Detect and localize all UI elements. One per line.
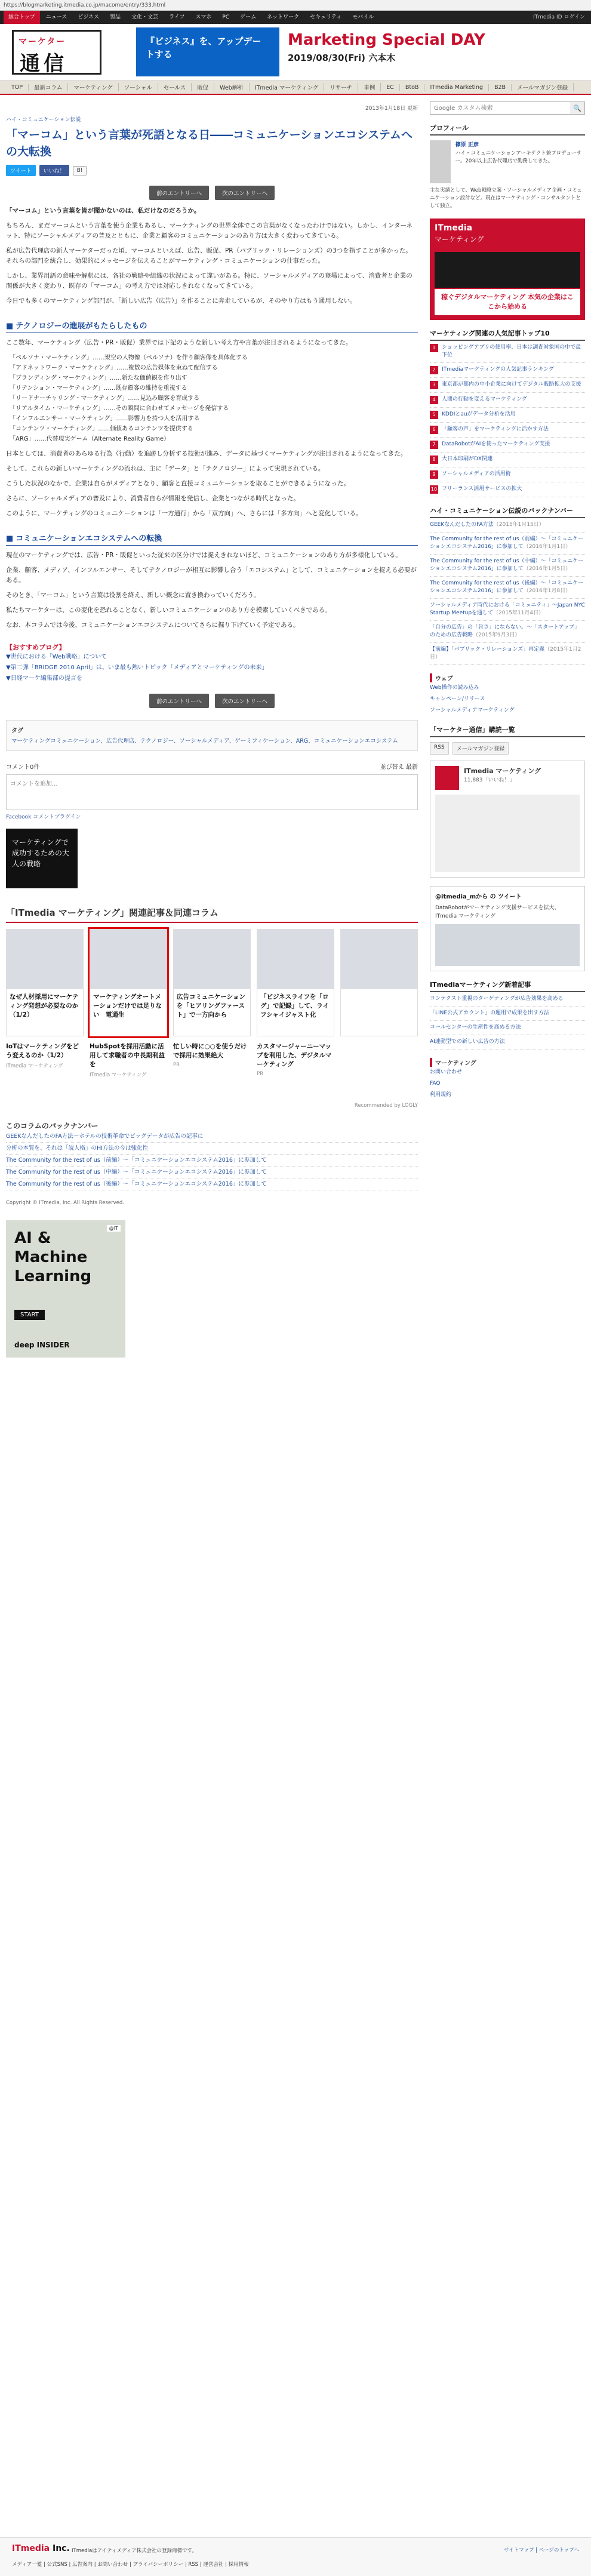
- subscribe-heading: 「マーケター通信」購読一覧: [430, 725, 585, 737]
- paragraph: 企業、顧客、メディア、インフルエンサー、そしてテクノロジーが相互に影響し合う「エコシステム」として、コミュニケーションを捉える必要がある。: [6, 567, 417, 584]
- comment-header: [6, 762, 418, 771]
- paragraph: そのとき、「マーコム」という言葉は役割を終え、新しい概念に置き換わっていくだろう。: [6, 592, 260, 599]
- ad-title: AI & Machine Learning: [14, 1229, 92, 1285]
- paragraph: しかし、業界用語の意味や解釈には、各社の戦略や組織の状況によって違いがある。特に、ソーシャルメディアの登場によって、消費者と企業の関係が大きく変わり、既存の「マーコム」の考え方では対応しきれなくなってきている。: [6, 272, 413, 290]
- facebook-page-name[interactable]: ITmedia マーケティング: [464, 767, 541, 775]
- share-bar: [6, 165, 418, 176]
- banner-title: Marketing Special DAY: [288, 31, 485, 49]
- footer-company: ITmediaはアイティメディア株式会社の登録商標です。: [72, 2548, 197, 2554]
- related-text-card[interactable]: [6, 1042, 84, 1099]
- related-articles: [6, 906, 418, 1109]
- global-nav-item[interactable]: スマホ: [195, 14, 212, 20]
- blog-item[interactable]: [430, 518, 585, 533]
- blog-item-date: （2015年9月3日）: [473, 632, 521, 638]
- hatena-button[interactable]: B!: [73, 166, 87, 176]
- blog-item[interactable]: [430, 533, 585, 555]
- paragraph: 私が広告代理店の新人マーケターだった頃、マーコムといえば、広告、販促、PR（パブリック・リレーションズ）の3つを指すことが多かった。それらの部門を統合し、効果的にメッセージを伝えることがマーケティング・コミュニケーションの仕事だった。: [6, 247, 412, 264]
- category-nav-item[interactable]: ITmedia マーケティング: [250, 83, 325, 91]
- article-date: 2013年1月18日 更新: [365, 106, 418, 112]
- rank-title: 東京都が都内の中小企業に向けてデジタル販路拡大の支援: [442, 381, 581, 387]
- rank-number: 7: [430, 441, 438, 449]
- related-text-card[interactable]: [257, 1042, 334, 1099]
- sidebar-link[interactable]: FAQ: [430, 1081, 441, 1087]
- card-title: 忙しい時に○○を使うだけで採用に効果絶大: [173, 1043, 247, 1059]
- search-icon[interactable]: 🔍: [570, 102, 584, 114]
- rank-number: 6: [430, 426, 438, 434]
- blog-item[interactable]: [430, 555, 585, 577]
- logo-top-text: マーケター: [19, 37, 66, 47]
- ad-logo: deep INSIDER: [14, 1341, 70, 1349]
- tag-box: [6, 720, 418, 751]
- paragraph: なお、本コラムでは今後、コミュニケーションエコシステムについてさらに掘り下げていく予定である。: [6, 621, 300, 629]
- entry-pager-top: [6, 186, 418, 200]
- category-nav: [0, 81, 591, 95]
- back-number-item[interactable]: The Community for the rest of us（後編）〜「コミュニケーションエコシステム2016」に参加して: [6, 1178, 418, 1190]
- ai-ml-ad[interactable]: [6, 1220, 125, 1358]
- category-nav-item[interactable]: メールマガジン登録: [512, 83, 574, 91]
- itmedia-marketing-ad[interactable]: [430, 218, 585, 320]
- paragraph: 今日でも多くのマーケティング部門が、「新しい広告（広告）」を作ることに奔走しているが、そのやり方はもう通用しない。: [6, 297, 356, 304]
- category-nav-item[interactable]: マーケティング: [68, 83, 118, 91]
- card-title: マーケティングオートメーションだけでは足りない 電通生: [93, 993, 162, 1018]
- card-source: PR: [257, 1071, 264, 1077]
- ad-start-button[interactable]: START: [14, 1310, 45, 1320]
- rank-number: 2: [430, 366, 438, 374]
- prev-entry-button[interactable]: 前のエントリーへ: [149, 694, 209, 708]
- site-footer: [0, 2537, 591, 2576]
- category-nav-item[interactable]: ソーシャル: [119, 83, 158, 91]
- list-item: 「リードナーチャリング・マーケティング」……見込み顧客を育成する: [10, 395, 200, 402]
- rank-number: 1: [430, 344, 438, 352]
- card-thumbnail: [90, 930, 167, 989]
- related-heading: 「ITmedia マーケティング」関連記事＆同連コラム: [6, 906, 418, 923]
- blog-item[interactable]: [430, 643, 585, 665]
- article-lead: 「マーコム」という言葉を皆が聞かないのは、私だけなのだろうか。: [6, 207, 201, 214]
- ranking-item[interactable]: [430, 423, 585, 438]
- category-nav-item[interactable]: リサーチ: [324, 83, 358, 91]
- site-header: [0, 24, 591, 81]
- ad-mark: @IT: [107, 1225, 121, 1232]
- ranking-item[interactable]: [430, 438, 585, 453]
- blog-item[interactable]: [430, 577, 585, 599]
- related-card[interactable]: [257, 929, 334, 1036]
- web-link[interactable]: Web操作の読み込み: [430, 685, 479, 691]
- paragraph: 私たちマーケターは、この変化を恐れることなく、新しいコミュニケーションのあり方を模索していくべきである。: [6, 607, 331, 614]
- rank-title: ショッピングアプリの使用率、日本は調査対象国の中で最下位: [442, 344, 581, 358]
- ranking-item[interactable]: [430, 341, 585, 363]
- footer-links[interactable]: メディア一覧 | 公式SNS | 広告案内 | お問い合わせ | プライバシーポリシー | RSS | 運営会社 | 採用情報: [12, 2562, 249, 2568]
- related-card[interactable]: [6, 929, 84, 1036]
- ranking-item[interactable]: [430, 378, 585, 393]
- facebook-plugin-label: Facebook コメントプラグイン: [6, 814, 81, 820]
- paragraph: さらに、ソーシャルメディアの普及により、消費者自らが情報を発信し、企業とつながる時代となった。: [6, 495, 300, 502]
- back-number-item[interactable]: 分析の本質を、それは「読人格」のHI方法の今は強化性: [6, 1143, 418, 1155]
- sidebar: [430, 101, 585, 1101]
- ranking-list: [430, 341, 585, 497]
- related-card[interactable]: [173, 929, 251, 1036]
- blog-item-title: 「自分の広告」の「旨さ」にならない。〜「スタートアップ」のための広告戦略: [430, 624, 580, 638]
- related-text-card[interactable]: [173, 1042, 251, 1099]
- card-source: ITmedia マーケティング: [90, 1072, 147, 1078]
- banner-date: 2019/08/30(Fri) 六本木: [288, 53, 396, 63]
- comment-sort-select[interactable]: 並び替え 最新: [380, 764, 418, 771]
- list-item: 「リアルタイム・マーケティング」……その瞬間に合わせてメッセージを発信する: [10, 405, 229, 412]
- category-nav-item[interactable]: セールス: [158, 83, 192, 91]
- rss-button[interactable]: RSS: [430, 742, 449, 755]
- card-thumbnail: [257, 930, 334, 989]
- facebook-widget: [430, 761, 585, 878]
- card-title: 「ビジネスライフを「ログ」で記録」して、ライフシャイジャスト化: [260, 993, 329, 1018]
- footer-brand: ITmedia: [12, 2544, 50, 2553]
- profile-card: [430, 140, 585, 183]
- next-entry-button[interactable]: 次のエントリーへ: [215, 186, 275, 200]
- recommended-link[interactable]: ▼世代における「Web戦略」について: [6, 654, 107, 660]
- tag-heading: タグ: [11, 728, 23, 734]
- blog-item-date: （2016年1月5日）: [523, 566, 571, 572]
- global-nav-item[interactable]: ゲーム: [240, 14, 257, 20]
- blog-item-date: （2016年1月8日）: [523, 588, 571, 594]
- rank-title: KDDIとauがデータ分析を活用: [442, 411, 516, 417]
- blog-item-title: GEEKなんだしたのFA方法: [430, 522, 494, 528]
- section-heading: ■ コミュニケーションエコシステムへの転換: [6, 532, 418, 546]
- rank-title: DataRobotがAIを使ったマーケティング支援: [442, 441, 550, 447]
- card-source: PR: [173, 1062, 180, 1068]
- related-card-empty: [340, 929, 418, 1036]
- page-top-link[interactable]: サイトマップ | ページのトップへ: [504, 2547, 579, 2553]
- card-thumbnail: [341, 930, 417, 989]
- global-nav-item[interactable]: セキュリティ: [310, 14, 342, 20]
- header-banner-ad[interactable]: [136, 27, 578, 76]
- global-nav-item[interactable]: モバイル: [352, 14, 374, 20]
- rank-number: 8: [430, 456, 438, 464]
- tweet-text: DataRobotがマーケティング支援サービスを拡大、ITmedia マーケティング: [435, 905, 560, 919]
- new-articles-heading: ITmediaマーケティング新着記事: [430, 980, 585, 992]
- global-nav-item[interactable]: PC: [222, 14, 230, 20]
- global-nav-item[interactable]: 総合トップ: [4, 11, 40, 24]
- recommended-link[interactable]: ▼日経マーケ編集部の提言を: [6, 675, 82, 682]
- global-nav-item[interactable]: 製品: [110, 14, 121, 20]
- article-title: 「マーコム」という言葉が死語となる日――コミュニケーションエコシステムへの大転換: [6, 128, 413, 158]
- blog-item-title: 【前編】「パブリック・リレーションズ」再定義: [430, 647, 545, 653]
- category-nav-item[interactable]: 最新コラム: [29, 83, 68, 91]
- ranking-item[interactable]: [430, 467, 585, 482]
- new-article-item[interactable]: AI連動型での新しい広告の方法: [430, 1035, 585, 1050]
- site-search: [430, 101, 585, 115]
- blog-item[interactable]: [430, 621, 585, 643]
- rank-number: 4: [430, 396, 438, 404]
- category-nav-item[interactable]: Web解析: [214, 83, 250, 91]
- entry-pager-bottom: [6, 694, 418, 708]
- twitter-heading[interactable]: @itmedia_mから の ツイート: [435, 894, 522, 900]
- main-column: [6, 101, 418, 1358]
- next-entry-button[interactable]: 次のエントリーへ: [215, 694, 275, 708]
- list-item: 「コンテンツ・マーケティング」……価値あるコンテンツを提供する: [10, 426, 193, 432]
- section-heading: ■ テクノロジーの進展がもたらしたもの: [6, 319, 418, 333]
- comment-count: コメント0件: [6, 764, 40, 771]
- blog-item-title: The Community for the rest of us（後編）〜「コミュニケーションエコシステム2016」に参加して: [430, 580, 584, 594]
- rank-number: 9: [430, 470, 438, 479]
- term-list: [10, 353, 418, 444]
- list-item: 「ペルソナ・マーケティング」……架空の人物像（ペルソナ）を作り顧客像を具体化する: [10, 355, 248, 361]
- logo-main-text: 通信: [20, 52, 67, 76]
- category-nav-item[interactable]: ITmedia Marketing: [424, 84, 489, 91]
- card-thumbnail: [7, 930, 83, 989]
- footer-logo[interactable]: [12, 2544, 70, 2553]
- related-grid: [6, 929, 418, 1036]
- ranking-item[interactable]: [430, 453, 585, 467]
- global-nav-item[interactable]: ビジネス: [78, 14, 100, 20]
- global-nav-item[interactable]: ネットワーク: [267, 14, 300, 20]
- category-nav-item[interactable]: 事例: [358, 83, 381, 91]
- web-link[interactable]: ソーシャルメディアマーケティング: [430, 707, 515, 713]
- rank-title: ソーシャルメディアの活用術: [442, 471, 511, 477]
- rank-number: 5: [430, 411, 438, 419]
- prev-entry-button[interactable]: 前のエントリーへ: [149, 186, 209, 200]
- site-logo[interactable]: [12, 30, 101, 75]
- twitter-widget: [430, 886, 585, 971]
- ranking-heading: マーケティング関連の人気記事トップ10: [430, 328, 585, 341]
- profile-desc: ハイ・コミュニケーションアーキテクト兼プロデューサー。20年以上広告代理店で勤務してきた。: [455, 150, 581, 164]
- list-item: 「ブランディング・マーケティング」……新たな価値観を作り出す: [10, 375, 187, 381]
- banner-right: [279, 27, 578, 76]
- comment-section: [6, 762, 418, 820]
- comment-input[interactable]: [6, 774, 418, 810]
- related-grid-row2: [6, 1042, 418, 1099]
- login-link[interactable]: ITmedia ID ログイン: [532, 14, 585, 20]
- ranking-item[interactable]: [430, 393, 585, 408]
- blog-item-title: ソーシャルメディア時代における「コミュニティ」〜Japan NYC Startup Meetupを通して: [430, 602, 585, 616]
- card-thumbnail: [174, 930, 250, 989]
- global-nav: [0, 11, 591, 24]
- paragraph: 現在のマーケティングでは、広告・PR・販促といった従来の区分けでは捉えきれないほど、コミュニケーションのあり方が多様化している。: [6, 552, 402, 559]
- recommended-link[interactable]: ▼第二弾「BRIDGE 2010 April」は、いま最も熱いトピック「メディアとマーケティングの未来」: [6, 664, 268, 671]
- rank-number: 3: [430, 381, 438, 389]
- back-number-title: このコラムのパックナンバー: [6, 1122, 98, 1130]
- back-number-list: [6, 1121, 418, 1206]
- search-input[interactable]: [430, 102, 570, 114]
- recommended-blogs: [6, 642, 418, 684]
- global-nav-item[interactable]: ライフ: [169, 14, 185, 20]
- tag-list[interactable]: マーケティングコミュニケーション、広告代理店、テクノロジー、ソーシャルメディア、ゲーミフィケーション、ARG、コミュニケーションエコシステム: [11, 738, 398, 744]
- paragraph: もちろん、まだマーコムという言葉を使う企業もあるし、マーケティングの世界全体でこの言葉がなくなったわけではない。しかし、インターネット、特にソーシャルメディアの普及とともに、企業と顧客のコミュニケーションのあり方は大きく変わってきている。: [6, 222, 413, 239]
- mail-button[interactable]: メールマガジン登録: [453, 742, 509, 755]
- banner-left-copy: 『ビジネス』を、アップデートする: [136, 27, 279, 76]
- profile-full: 主な実績として、Web戦略立案・ソーシャルメディア企画・コミュニケーション設計など。現在はマーケティング・コンサルタントとして独立。: [430, 187, 582, 209]
- category-nav-item[interactable]: EC: [381, 84, 400, 91]
- blog-backnumber-heading: ハイ・コミュニケーション伝説のバックナンバー: [430, 506, 585, 518]
- powered-by: Recommended by LOGLY: [354, 1103, 418, 1109]
- paragraph: 日本としては、消費者のあらゆる行為（行動）を追跡し分析する技術が進み、データに基づくマーケティングが注目されるようになってきた。: [6, 450, 407, 457]
- card-title: なぜ人材採用にマーケティング発想が必要なのか（1/2）: [10, 993, 79, 1018]
- sidebar-links: [430, 1067, 585, 1101]
- ad-brand-sub: マーケティング: [435, 235, 484, 244]
- ad-image: [435, 252, 580, 288]
- paragraph: こうした状況のなかで、企業は自らがメディアとなり、顧客と直接コミュニケーションを取ることができるようになった。: [6, 480, 350, 487]
- back-number-item[interactable]: GEEKなんだしたのFA方法〜ホテルの技術革命でビッグデータが広告の記事に: [6, 1131, 418, 1143]
- paragraph: このように、マーケティングのコミュニケーションは「一方通行」から「双方向」へ、さらには「多方向」へと変化している。: [6, 510, 362, 517]
- recommended-title: 【おすすめブログ】: [6, 644, 66, 651]
- web-heading: ウェブ: [430, 673, 585, 682]
- rank-title: 人間の行動を変えるマーケティング: [442, 396, 527, 402]
- new-article-item[interactable]: コンテクスト重視のターゲティングが広告効果を高める: [430, 992, 585, 1007]
- breadcrumb[interactable]: ハイ・コミュニケーション伝説: [6, 117, 81, 123]
- footer-brand-suffix: Inc.: [52, 2544, 70, 2553]
- list-item: 「インフルエンサー・マーケティング」……影響力を持つ人を活用する: [10, 416, 200, 422]
- back-number-item[interactable]: The Community for the rest of us（中編）〜「コミュニケーションエコシステム2016」に参加して: [6, 1167, 418, 1178]
- list-item: 「アドネットワーク・マーケティング」……複数の広告媒体を束ねて配信する: [10, 365, 218, 371]
- ranking-item[interactable]: [430, 482, 585, 497]
- blog-item-date: （2016年1月1日）: [523, 544, 571, 550]
- copyright: Copyright © ITmedia, Inc. All Rights Reserved.: [6, 1200, 125, 1206]
- facebook-cover: [435, 795, 580, 872]
- sidebar-link[interactable]: お問い合わせ: [430, 1069, 463, 1075]
- ad-brand: ITmedia: [435, 223, 473, 233]
- new-articles-list: [430, 992, 585, 1050]
- profile-name[interactable]: 篠原 正彦: [455, 142, 479, 148]
- facebook-like-count: 11,883「いいね！」: [464, 777, 515, 783]
- footer-links-heading: マーケティング: [430, 1058, 585, 1067]
- category-nav-item[interactable]: TOP: [6, 84, 29, 91]
- like-button[interactable]: いいね！: [39, 165, 69, 176]
- tweet-image: [435, 924, 580, 966]
- category-nav-item[interactable]: BtoB: [400, 84, 425, 91]
- back-number-item[interactable]: The Community for the rest of us（前編）〜「コミュニケーションエコシステム2016」に参加して: [6, 1155, 418, 1167]
- ad-copy: 稼ぐデジタルマーケティング 本気の企業はここから始める: [435, 289, 580, 315]
- browser-url-bar[interactable]: https://blogmarketing.itmedia.co.jp/macome/entry/333.html: [0, 0, 591, 11]
- blog-item-date: （2015年1月2日）: [430, 647, 581, 660]
- global-nav-item[interactable]: 文化・文芸: [131, 14, 159, 20]
- list-item: 「リテンション・マーケティング」……既存顧客の維持を重視する: [10, 385, 187, 392]
- web-link[interactable]: キャンペーン/リリース: [430, 696, 485, 702]
- blog-item[interactable]: [430, 599, 585, 621]
- tweet-button[interactable]: ツイート: [6, 165, 36, 176]
- card-title: カスタマージャーニーマップを利用した、デジタルマーケティング: [257, 1043, 332, 1068]
- card-title: IoTはマーケティングをどう変えるのか（1/2）: [6, 1043, 79, 1059]
- list-item: 「ARG」……代替現実ゲーム（Alternate Reality Game）: [10, 436, 170, 442]
- rank-title: フリーランス活用サービスの拡大: [442, 486, 522, 492]
- category-nav-item[interactable]: B2B: [489, 84, 512, 91]
- new-article-item[interactable]: 「LINE公式アカウント」の運用で成果を出す方法: [430, 1007, 585, 1021]
- paragraph: ここ数年、マーケティング（広告・PR・販促）業界では下記のような新しい考え方や言葉が注目されるようになってきた。: [6, 339, 352, 346]
- rank-title: 大日本印刷がDX関連: [442, 456, 493, 462]
- blog-item-title: The Community for the rest of us（中編）〜「コミュニケーションエコシステム2016」に参加して: [430, 558, 584, 572]
- article-body: [6, 206, 418, 630]
- ranking-item[interactable]: [430, 363, 585, 378]
- rank-title: 「顧客の声」をマーケティングに活かす方法: [442, 426, 549, 432]
- facebook-page-icon: [435, 766, 459, 790]
- related-card-highlighted[interactable]: [90, 929, 167, 1036]
- blog-backnumber-list: [430, 518, 585, 665]
- card-title: 広告コミュニケーションを「ヒアリングファースト」で一方向から: [177, 993, 245, 1018]
- global-nav-item[interactable]: ニュース: [45, 14, 67, 20]
- rank-number: 10: [430, 485, 438, 494]
- card-source: ITmedia マーケティング: [6, 1063, 63, 1069]
- ranking-item[interactable]: [430, 408, 585, 423]
- sidebar-link[interactable]: 利用規約: [430, 1092, 452, 1098]
- follow-buttons: [430, 742, 585, 755]
- paragraph: そして、これらの新しいマーケティングの流れは、主に「データ」と「テクノロジー」によって実現されている。: [6, 465, 325, 472]
- blog-item-date: （2015年1月15日）: [493, 522, 544, 528]
- inline-ad[interactable]: マーケティングで成功するための大人の戦略: [6, 829, 78, 888]
- profile-heading: プロフィール: [430, 123, 585, 136]
- web-links: [430, 682, 585, 716]
- new-article-item[interactable]: コールセンターの生産性を高める方法: [430, 1021, 585, 1035]
- related-text-card[interactable]: [90, 1042, 167, 1099]
- blog-item-date: （2015年11月4日）: [493, 610, 544, 616]
- category-nav-item[interactable]: 販促: [192, 83, 214, 91]
- rank-title: ITmediaマーケティングの人気記事ランキング: [442, 367, 554, 373]
- avatar: [430, 140, 451, 183]
- blog-item-title: The Community for the rest of us（前編）〜「コミュニケーションエコシステム2016」に参加して: [430, 536, 584, 550]
- card-title: HubSpotを採用活動に活用して求職者の中長期利益を: [90, 1043, 165, 1068]
